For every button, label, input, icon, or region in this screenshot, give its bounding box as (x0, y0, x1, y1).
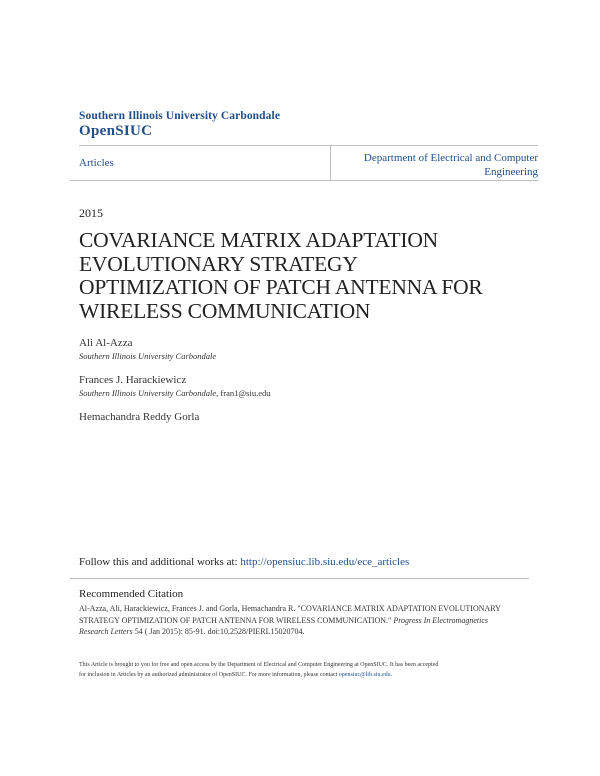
citation-line (79, 626, 524, 638)
header-top-rule (79, 145, 538, 146)
repository-name[interactable]: OpenSIUC (79, 123, 153, 139)
articles-link[interactable]: Articles (79, 157, 114, 169)
author-affiliation: Southern Illinois University Carbondale (79, 351, 217, 361)
access-note-text: for inclusion in Articles by an authorized administrator of OpenSIUC. For more information, please contact (79, 672, 339, 678)
university-name[interactable]: Southern Illinois University Carbondale (79, 110, 281, 122)
header-divider (330, 145, 331, 181)
publication-year: 2015 (79, 206, 103, 220)
title-line: OPTIMIZATION OF PATCH ANTENNA FOR (79, 275, 483, 299)
citation-line: Al-Azza, Ali, Harackiewicz, Frances J. and Gorla, Hemachandra R. "COVARIANCE MATRIX ADAPTATION EVOLUTIONARY (79, 604, 501, 613)
title-line: COVARIANCE MATRIX ADAPTATION (79, 228, 438, 252)
contact-email-link[interactable]: opensiuc@lib.siu.edu (338, 672, 391, 678)
author-name: Hemachandra Reddy Gorla (79, 411, 200, 423)
recommended-citation-heading: Recommended Citation (79, 588, 184, 600)
author-name: Frances J. Harackiewicz (79, 374, 187, 386)
header-bottom-rule (70, 180, 538, 181)
citation-text (79, 603, 524, 638)
department-link-line1: Department of Electrical and Computer (363, 152, 538, 164)
author-affiliation (79, 388, 271, 398)
author-name: Ali Al-Azza (79, 337, 133, 349)
citation-title-end: STRATEGY OPTIMIZATION OF PATCH ANTENNA FOR WIRELESS COMMUNICATION." (79, 615, 392, 625)
collection-url-link[interactable]: http://opensiuc.lib.siu.edu/ece_articles (240, 556, 410, 568)
paper-title (79, 229, 549, 323)
access-note-end: . (390, 672, 393, 678)
citation-rule (70, 578, 529, 579)
department-link-line2: Engineering (484, 166, 538, 178)
follow-text: Follow this and additional works at: (79, 556, 241, 568)
citation-line (79, 615, 524, 627)
department-link[interactable] (338, 151, 538, 179)
author-email[interactable]: , fran1@siu.edu (216, 388, 271, 398)
affiliation-text: Southern Illinois University Carbondale (79, 388, 217, 398)
access-note (79, 660, 539, 680)
journal-name-cont: Research Letters (79, 627, 133, 636)
title-line: WIRELESS COMMUNICATION (79, 298, 371, 323)
follow-line (79, 556, 409, 568)
journal-name: Progress In Electromagnetics (393, 615, 488, 625)
access-note-line: This Article is brought to you for free and open access by the Department of Electrical and Computer Engineering at OpenSIUC. It has been accepted (79, 662, 439, 668)
access-note-line (79, 670, 539, 680)
citation-details: 54 ( Jan 2015): 85-91. doi:10.2528/PIERL15020704. (134, 627, 305, 636)
title-line: EVOLUTIONARY STRATEGY (79, 251, 358, 276)
